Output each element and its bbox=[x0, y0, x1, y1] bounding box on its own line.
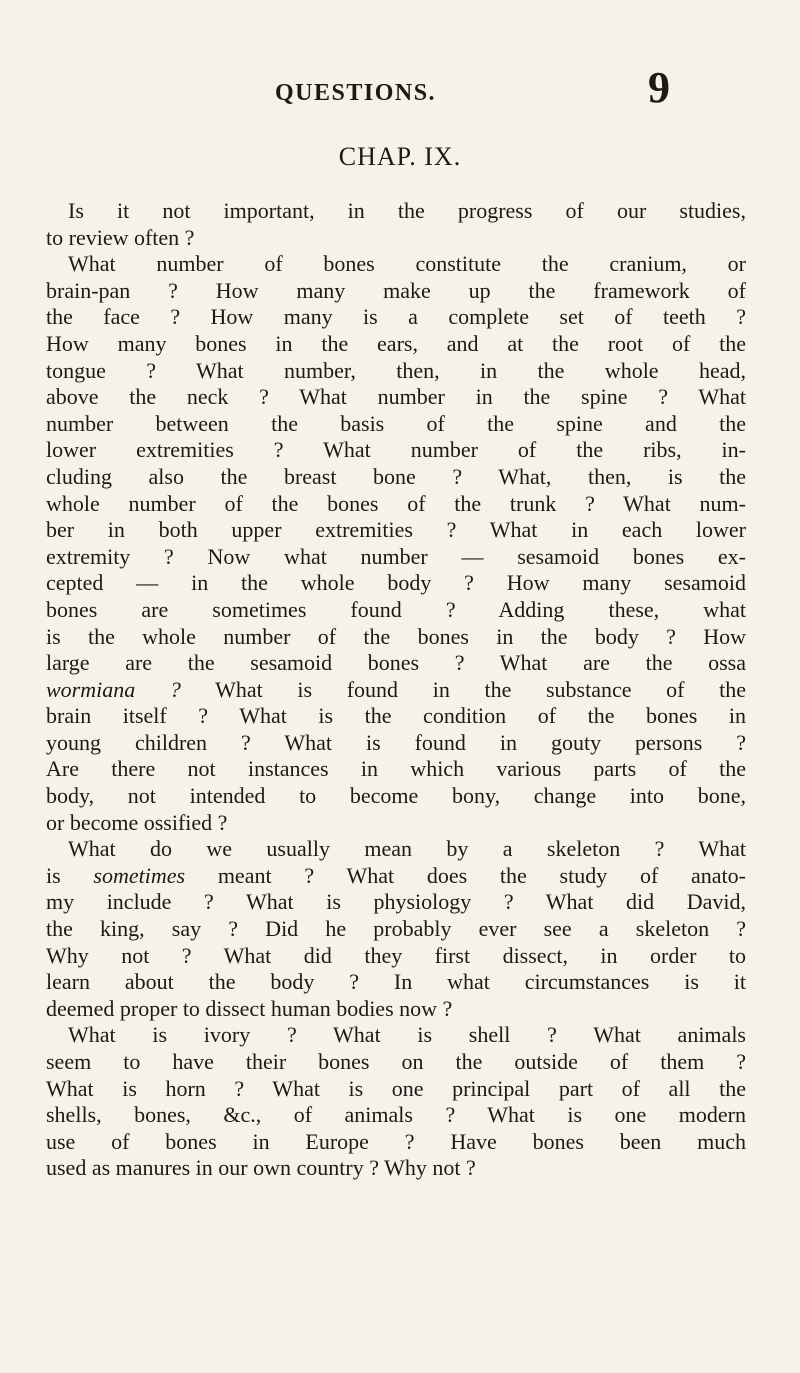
text-line: Why not ? What did they first dissect, in order to bbox=[46, 942, 746, 968]
text-line: deemed proper to dissect human bodies now ? bbox=[46, 995, 453, 1021]
text-line: What is horn ? What is one principal part of all the bbox=[46, 1075, 746, 1101]
line-start: is bbox=[46, 862, 94, 888]
text-line: young children ? What is found in gouty persons ? bbox=[46, 729, 746, 755]
text-line: above the neck ? What number in the spine ? What bbox=[46, 384, 746, 410]
text-line: body, not intended to become bony, change into bone, bbox=[46, 783, 746, 809]
text-line: ber in both upper extremities ? What in each lower bbox=[46, 517, 746, 543]
text-line: What number of bones constitute the cranium, or bbox=[68, 251, 746, 277]
chapter-heading: CHAP. IX. bbox=[338, 142, 462, 171]
text-line: What do we usually mean by a skeleton ? What bbox=[68, 836, 746, 862]
text-line: seem to have their bones on the outside of them ? bbox=[46, 1049, 746, 1074]
text-line: or become ossified ? bbox=[46, 809, 228, 835]
text-line: cluding also the breast bone ? What, then, is the bbox=[46, 463, 746, 489]
text-line: bones are sometimes found ? Adding these, what bbox=[46, 596, 746, 622]
text-line: the face ? How many is a complete set of teeth ? bbox=[46, 304, 746, 330]
text-line: the king, say ? Did he probably ever see a skeleton ? bbox=[46, 916, 746, 942]
text-line: used as manures in our own country ? Why not ? bbox=[46, 1155, 476, 1181]
italic-term: sometimes bbox=[93, 862, 186, 888]
text-line: Are there not instances in which various parts of the bbox=[46, 756, 746, 782]
running-title: QUESTIONS. bbox=[275, 80, 437, 106]
running-head bbox=[0, 63, 800, 116]
text-line bbox=[46, 677, 746, 704]
text-line: extremity ? Now what number — sesamoid bones ex- bbox=[46, 543, 746, 569]
text-line: learn about the body ? In what circumstances is it bbox=[46, 969, 746, 995]
text-line: How many bones in the ears, and at the root of the bbox=[46, 330, 746, 356]
page-number: 9 bbox=[648, 63, 670, 112]
question-text bbox=[46, 198, 746, 1182]
text-line: shells, bones, &c., of animals ? What is one modern bbox=[46, 1102, 746, 1128]
text-line: What is ivory ? What is shell ? What animals bbox=[68, 1022, 746, 1048]
text-line: use of bones in Europe ? Have bones been much bbox=[46, 1128, 746, 1154]
line-rest: meant ? What does the study of anato- bbox=[185, 862, 746, 888]
text-line: to review often ? bbox=[46, 224, 195, 250]
line-rest: What is found in the substance of the bbox=[180, 676, 746, 702]
text-line: tongue ? What number, then, in the whole head, bbox=[46, 357, 746, 383]
text-line: is the whole number of the bones in the body ? How bbox=[46, 623, 746, 649]
text-line: cepted — in the whole body ? How many sesamoid bbox=[46, 570, 746, 596]
text-line: large are the sesamoid bones ? What are the ossa bbox=[46, 650, 746, 676]
text-line: brain-pan ? How many make up the framework of bbox=[46, 277, 746, 303]
text-line: Is it not important, in the progress of our studies, bbox=[68, 198, 746, 223]
text-line bbox=[46, 863, 746, 890]
text-line: my include ? What is physiology ? What did David, bbox=[46, 889, 746, 915]
text-line: whole number of the bones of the trunk ? What num- bbox=[46, 490, 746, 516]
text-line: number between the basis of the spine and the bbox=[46, 410, 746, 436]
text-line: brain itself ? What is the condition of the bones in bbox=[46, 703, 746, 729]
text-line: lower extremities ? What number of the ribs, in- bbox=[46, 437, 746, 463]
italic-term: wormiana ? bbox=[46, 676, 181, 702]
